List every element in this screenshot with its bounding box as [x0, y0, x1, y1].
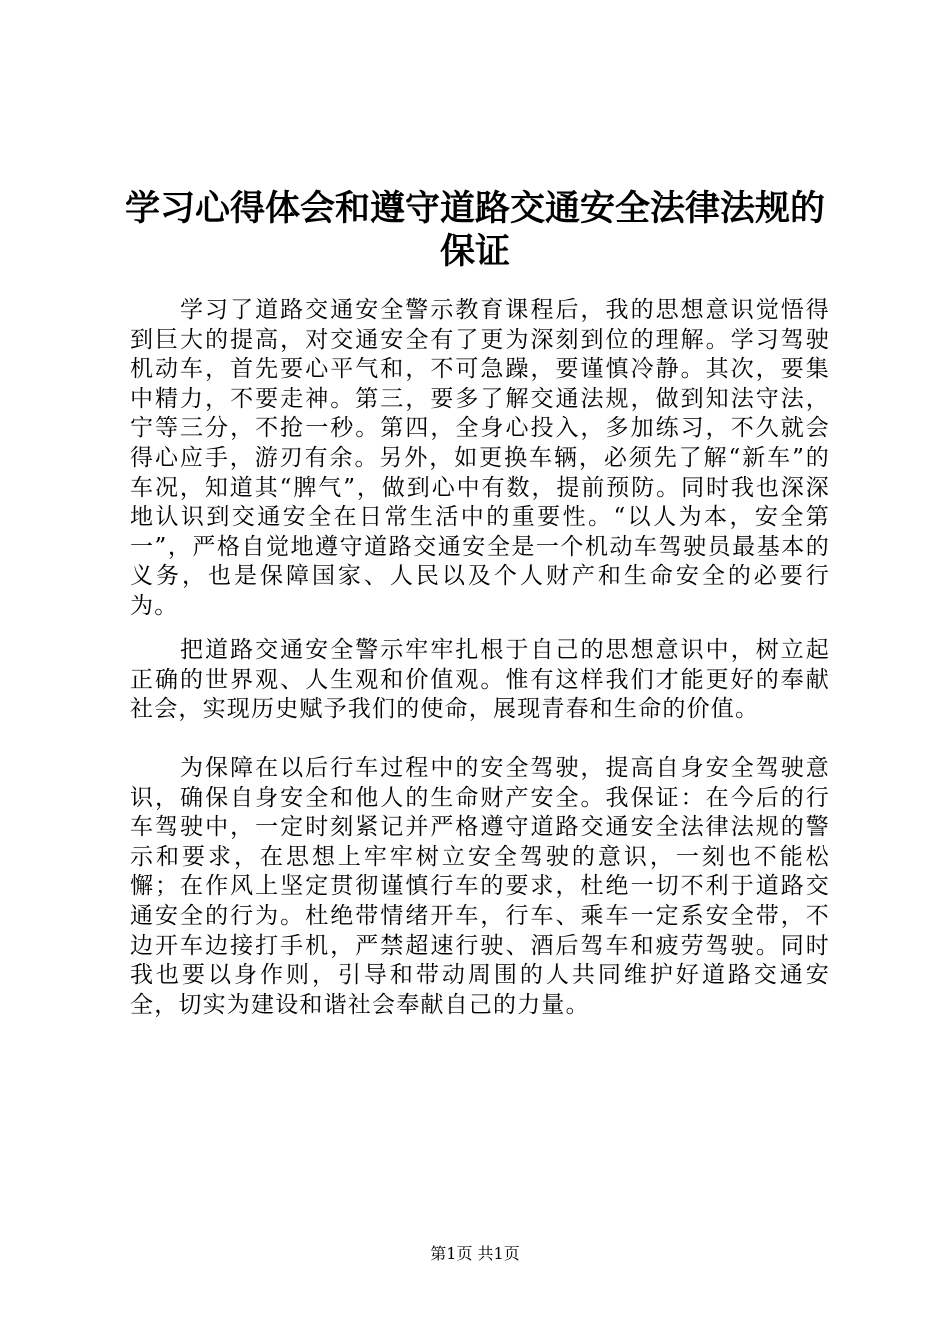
body-paragraph-3: 为保障在以后行车过程中的安全驾驶，提高自身安全驾驶意识，确保自身安全和他人的生命财产安全。我保证：在今后的行车驾驶中，一定时刻紧记并严格遵守道路交通安全法律法规的警示和要求，在思想上牢牢树立安全驾驶的意识，一刻也不能松懈；在作风上坚定贯彻谨慎行车的要求，杜绝一切不利于道路交通安全的行为。杜绝带情绪开车，行车、乘车一定系安全带，不边开车边接打手机，严禁超速行驶、酒后驾车和疲劳驾驶。同时我也要以身作则，引导和带动周围的人共同维护好道路交通安全，切实为建设和谐社会奉献自己的力量。 — [130, 755, 830, 1018]
page-number-footer: 第1页 共1页 — [430, 1244, 520, 1263]
document-title-line-2: 保证 — [439, 232, 510, 272]
body-paragraph-1: 学习了道路交通安全警示教育课程后，我的思想意识觉悟得到巨大的提高，对交通安全有了更为深刻到位的理解。学习驾驶机动车，首先要心平气和，不可急躁，要谨慎冷静。其次，要集中精力，不要走神。第三，要多了解交通法规，做到知法守法，宁等三分，不抢一秒。第四，全身心投入，多加练习，不久就会得心应手，游刃有余。另外，如更换车辆，必须先了解“新车”的车况，知道其“脾气”，做到心中有数，提前预防。同时我也深深地认识到交通安全在日常生活中的重要性。“以人为本，安全第一”，严格自觉地遵守道路交通安全是一个机动车驾驶员最基本的义务，也是保障国家、人民以及个人财产和生命安全的必要行为。 — [130, 297, 830, 619]
body-paragraph-2: 把道路交通安全警示牢牢扎根于自己的思想意识中，树立起正确的世界观、人生观和价值观。惟有这样我们才能更好的奉献社会，实现历史赋予我们的使命，展现青春和生命的价值。 — [130, 637, 830, 723]
document-title-line-1: 学习心得体会和遵守道路交通安全法律法规的 — [124, 189, 825, 229]
